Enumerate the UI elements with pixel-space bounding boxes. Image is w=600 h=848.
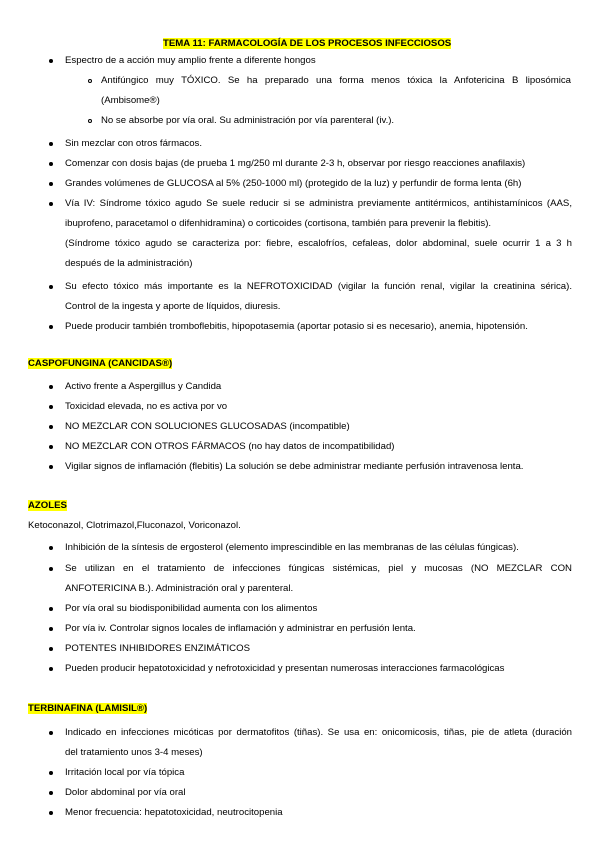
list-item: Sin mezclar con otros fármacos. <box>65 138 203 149</box>
list-item: Indicado en infecciones micóticas por dermatofitos (tiñas). Se usa en: onicomicosis, tiñas, pie de atleta (duración <box>65 727 572 738</box>
list-item: NO MEZCLAR CON OTROS FÁRMACOS (no hay datos de incompatibilidad) <box>65 441 395 452</box>
list-item: Por vía oral su biodisponibilidad aumenta con los alimentos <box>65 603 318 614</box>
azoles-list: Ketoconazol, Clotrimazol,Fluconazol, Voriconazol. <box>28 520 241 531</box>
list-item: NO MEZCLAR CON SOLUCIONES GLUCOSADAS (incompatible) <box>65 421 350 432</box>
list-item: Vía IV: Síndrome tóxico agudo Se suele reducir si se administra previamente antitérmicos, antihistamínicos (AAS, <box>65 198 572 209</box>
list-item-continuation: (Síndrome tóxico agudo se caracteriza por: fiebre, escalofríos, cefaleas, dolor abdominal, suele ocurrir 1 a 3 h <box>65 238 572 249</box>
bullet-icon <box>49 647 53 651</box>
bullet-icon <box>49 607 53 611</box>
list-item: Menor frecuencia: hepatotoxicidad, neutrocitopenia <box>65 807 283 818</box>
list-item: Activo frente a Aspergillus y Candida <box>65 381 222 392</box>
list-item-continuation: después de la administración) <box>65 258 193 269</box>
list-item: Grandes volúmenes de GLUCOSA al 5% (250-1000 ml) (protegido de la luz) y perfundir de forma lenta (6h) <box>65 178 522 189</box>
bullet-icon <box>49 546 53 550</box>
page-title: TEMA 11: FARMACOLOGÍA DE LOS PROCESOS INFECCIOSOS <box>163 38 452 49</box>
list-item: Su efecto tóxico más importante es la NEFROTOXICIDAD (vigilar la función renal, vigilar la creatinina sérica). <box>65 281 572 292</box>
list-item-continuation: del tratamiento unos 3-4 meses) <box>65 747 203 758</box>
bullet-icon <box>49 325 53 329</box>
list-item: Puede producir también tromboflebitis, hipopotasemia (aportar potasio si es necesario), anemia, hipotensión. <box>65 321 528 332</box>
bullet-icon <box>49 182 53 186</box>
list-item: Comenzar con dosis bajas (de prueba 1 mg/250 ml durante 2-3 h, observar por riesgo reacciones anafilaxis) <box>65 158 526 169</box>
bullet-icon <box>49 771 53 775</box>
list-item: Inhibición de la síntesis de ergosterol (elemento imprescindible en las membranas de las células fúngicas). <box>65 542 519 553</box>
bullet-icon <box>49 465 53 469</box>
list-item: Antifúngico muy TÓXICO. Se ha preparado una forma menos tóxica la Anfotericina B liposómica <box>101 75 571 86</box>
bullet-icon <box>49 405 53 409</box>
bullet-icon <box>49 445 53 449</box>
list-item-continuation: (Ambisome®) <box>101 95 160 106</box>
section-heading-terbinafina: TERBINAFINA (LAMISIL®) <box>28 703 148 714</box>
list-item: Por vía iv. Controlar signos locales de inflamación y administrar en perfusión lenta. <box>65 623 416 634</box>
bullet-icon <box>49 791 53 795</box>
bullet-icon <box>49 731 53 735</box>
bullet-icon <box>49 567 53 571</box>
list-item: Se utilizan en el tratamiento de infecciones fúngicas sistémicas, piel y mucosas (NO MEZCLAR CON <box>65 563 572 574</box>
bullet-icon <box>49 142 53 146</box>
bullet-icon <box>49 667 53 671</box>
bullet-icon <box>49 385 53 389</box>
bullet-icon <box>49 811 53 815</box>
section-heading-caspofungina: CASPOFUNGINA (CANCIDAS®) <box>28 358 173 369</box>
list-item-continuation: ibuprofeno, paracetamol o difenhidramina) o corticoides (cortisona, también para prevenir la flebitis). <box>65 218 492 229</box>
list-item-continuation: ANFOTERICINA B.). Administración oral y parenteral. <box>65 583 294 594</box>
list-item: Irritación local por vía tópica <box>65 767 185 778</box>
bullet-icon <box>49 425 53 429</box>
list-item: Pueden producir hepatotoxicidad y nefrotoxicidad y presentan numerosas interacciones farmacológicas <box>65 663 505 674</box>
bullet-icon <box>49 59 53 63</box>
list-item: Espectro de a acción muy amplio frente a diferente hongos <box>65 55 316 66</box>
bullet-icon <box>49 627 53 631</box>
list-item: POTENTES INHIBIDORES ENZIMÁTICOS <box>65 643 250 654</box>
list-item: Toxicidad elevada, no es activa por vo <box>65 401 228 412</box>
circle-bullet-icon <box>88 119 92 123</box>
list-item: Vigilar signos de inflamación (flebitis) La solución se debe administrar mediante perfusión intravenosa lenta. <box>65 461 524 472</box>
bullet-icon <box>49 162 53 166</box>
list-item-continuation: Control de la ingesta y aporte de líquidos, diuresis. <box>65 301 281 312</box>
list-item: No se absorbe por vía oral. Su administración por vía parenteral (iv.). <box>101 115 395 126</box>
section-heading-azoles: AZOLES <box>28 500 67 511</box>
bullet-icon <box>49 285 53 289</box>
circle-bullet-icon <box>88 79 92 83</box>
bullet-icon <box>49 202 53 206</box>
list-item: Dolor abdominal por vía oral <box>65 787 186 798</box>
